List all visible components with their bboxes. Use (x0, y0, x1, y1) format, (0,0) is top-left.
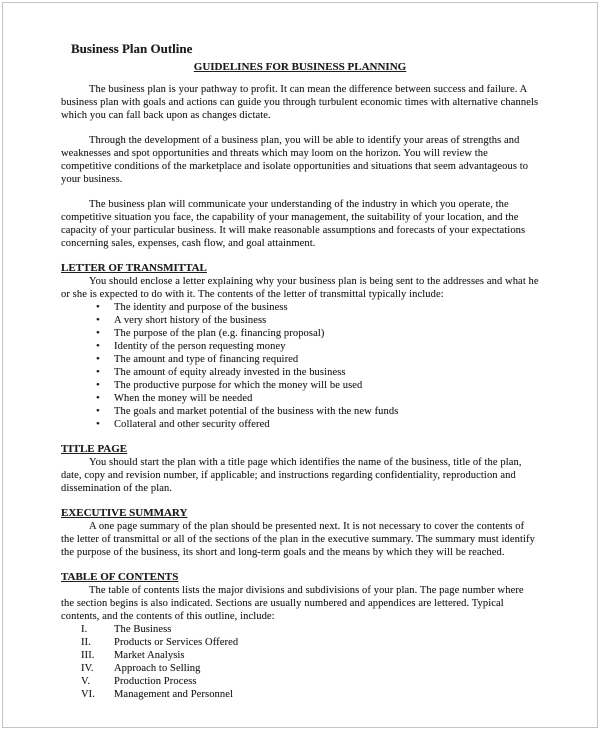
toc-item (81, 636, 539, 649)
bullet-item: • When the money will be needed (61, 392, 539, 405)
toc-item (81, 649, 539, 662)
bullet-item: • The goals and market potential of the business with the new funds (61, 405, 539, 418)
table-of-contents-body: The table of contents lists the major divisions and subdivisions of your plan. The page number where the section begins is also indicated. Sections are usually numbered and appendices are lettered. Typical contents, and the contents of this outline, include: (61, 585, 524, 622)
toc-label: Market Analysis (114, 650, 185, 661)
section-heading-executive-summary: EXECUTIVE SUMMARY (61, 507, 188, 519)
document-content (3, 3, 597, 701)
intro-paragraph-1: The business plan is your pathway to profit. It can mean the difference between success and failure. A business plan with goals and actions can guide you through turbulent economic times with alternative channels which you can fall back upon as changes dictate. (61, 84, 539, 121)
transmittal-bullet-list (61, 301, 539, 431)
bullet-item: • The purpose of the plan (e.g. financing proposal) (61, 327, 539, 340)
section-heading-table-of-contents: TABLE OF CONTENTS (61, 571, 179, 583)
letter-of-transmittal-body: You should enclose a letter explaining why your business plan is being sent to the addresses and what he or she is expected to do with it. The contents of the letter of transmittal typically include: (61, 276, 539, 300)
section-heading-letter-of-transmittal: LETTER OF TRANSMITTAL (61, 262, 207, 274)
bullet-item: • Collateral and other security offered (61, 418, 539, 431)
toc-item (81, 688, 539, 701)
bullet-item: • The amount and type of financing required (61, 353, 539, 366)
bullet-item: • The identity and purpose of the business (61, 301, 539, 314)
toc-label: Production Process (114, 676, 197, 687)
toc-label: Products or Services Offered (114, 637, 239, 648)
title-page-body: You should start the plan with a title page which identifies the name of the business, title of the plan, date, copy and revision number, if applicable; and instructions regarding confidentiality, reproduction and dissemination of the plan. (61, 457, 522, 494)
toc-numeral: IV. (81, 663, 94, 674)
document-title: Business Plan Outline (71, 41, 193, 56)
intro-paragraph-3: The business plan will communicate your understanding of the industry in which you operate, the competitive situation you face, the capability of your management, the suitability of your location, and the capacity of your particular business. It will make reasonable assumptions and forecasts of your expectations concerning sales, expenses, cash flow, and goal attainment. (61, 199, 526, 249)
toc-numeral: III. (81, 650, 95, 661)
toc-list (61, 623, 539, 701)
bullet-item: • Identity of the person requesting money (61, 340, 539, 353)
bullet-item: • The amount of equity already invested in the business (61, 366, 539, 379)
toc-numeral: II. (81, 637, 91, 648)
toc-numeral: V. (81, 676, 91, 687)
toc-numeral: VI. (81, 689, 96, 700)
toc-item (81, 662, 539, 675)
toc-item (81, 675, 539, 688)
toc-label: The Business (114, 624, 172, 635)
bullet-item: • A very short history of the business (61, 314, 539, 327)
section-heading-title-page: TITLE PAGE (61, 443, 128, 455)
toc-label: Approach to Selling (114, 663, 201, 674)
guidelines-heading: GUIDELINES FOR BUSINESS PLANNING (193, 61, 407, 73)
toc-label: Management and Personnel (114, 689, 234, 700)
document-page (2, 2, 598, 728)
bullet-item: • The productive purpose for which the money will be used (61, 379, 539, 392)
toc-numeral: I. (81, 624, 88, 635)
executive-summary-body: A one page summary of the plan should be presented next. It is not necessary to cover the contents of the letter of transmittal or all of the sections of the plan in the executive summary. The summary must identify the purpose of the business, its short and long-term goals and the means by which they will be reached. (61, 521, 535, 558)
intro-paragraph-2: Through the development of a business plan, you will be able to identify your areas of strengths and weaknesses and spot opportunities and threats which may loom on the horizon. You will review the competitive conditions of the marketplace and isolate opportunities and situations that seem advantageous to your business. (61, 135, 529, 185)
toc-item (81, 623, 539, 636)
